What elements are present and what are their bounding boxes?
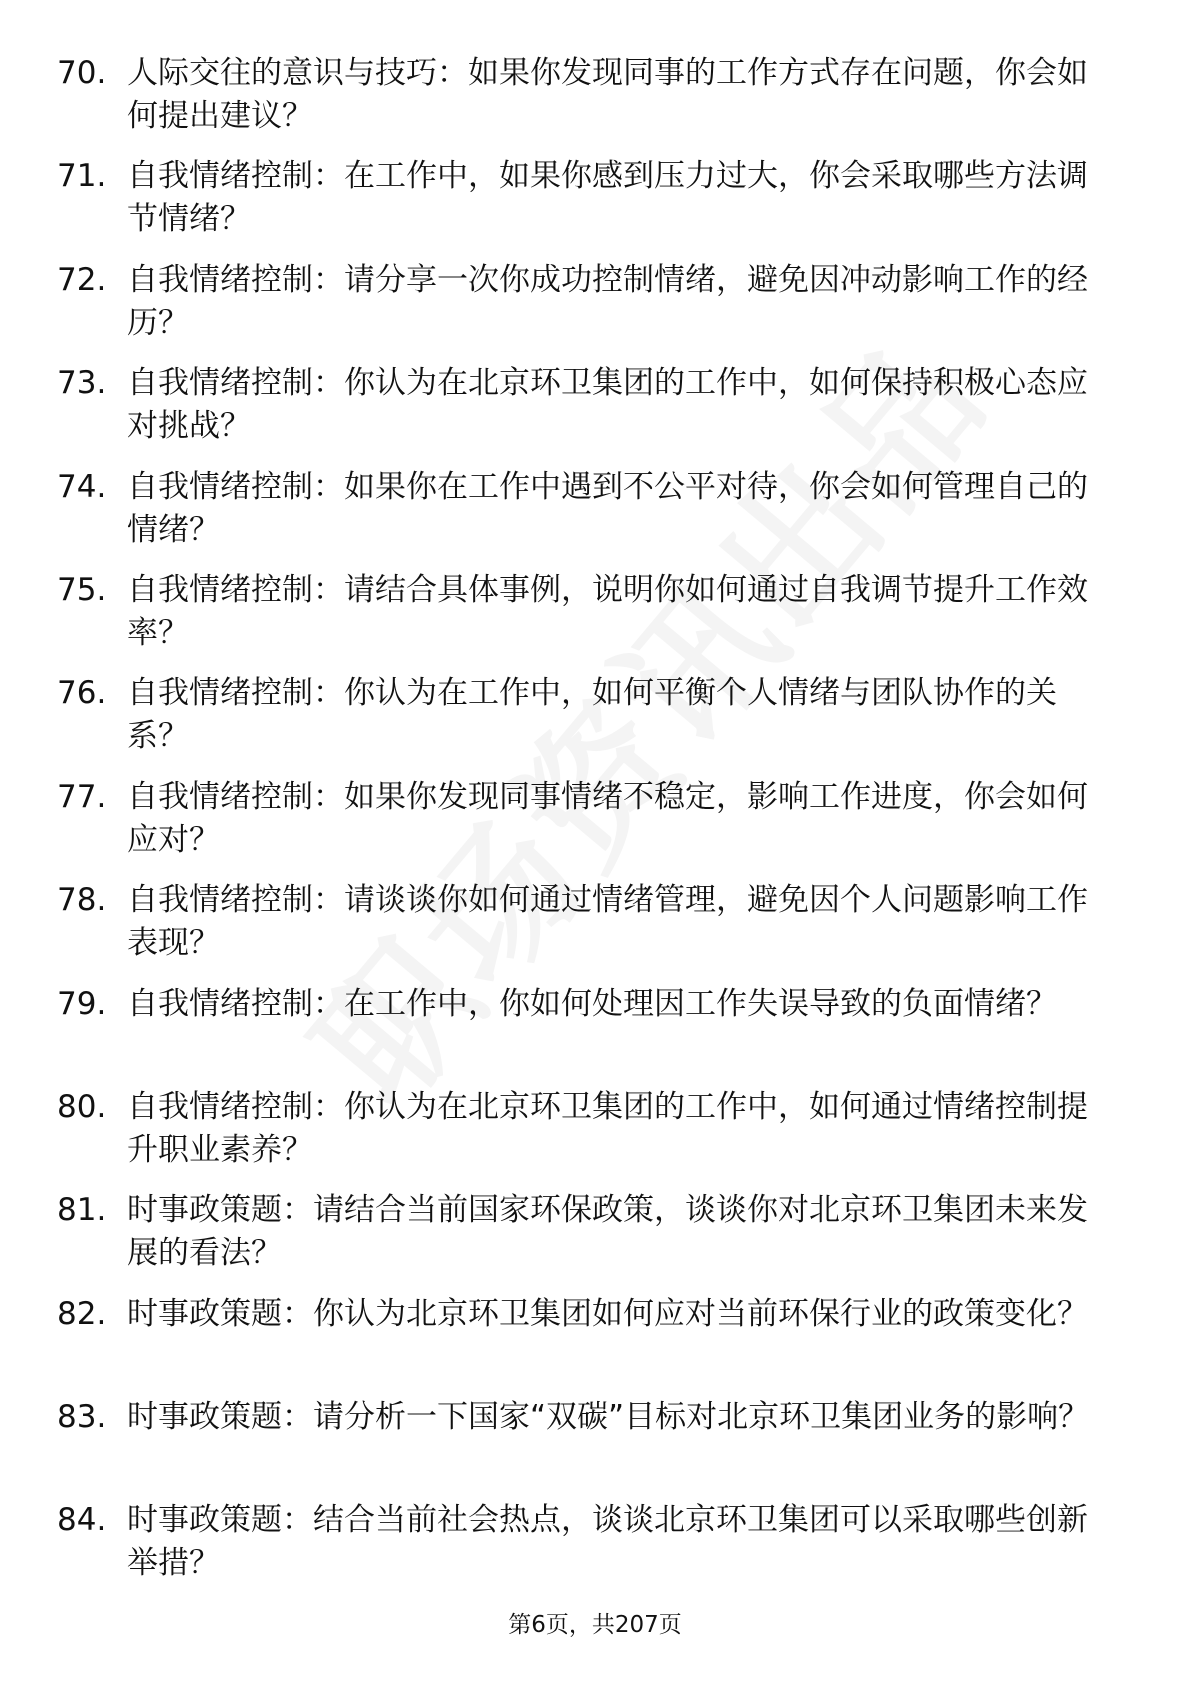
question-number: 71. <box>57 158 107 195</box>
question-text: 人际交往的意识与技巧：如果你发现同事的工作方式存在问题，你会如何提出建议？ <box>127 55 1088 134</box>
question-text: 自我情绪控制：在工作中，如果你感到压力过大，你会采取哪些方法调节情绪？ <box>127 158 1088 238</box>
question-item <box>57 1499 1117 1602</box>
question-text: 时事政策题：请分析一下国家“双碳”目标对北京环卫集团业务的影响？ <box>127 1399 1090 1436</box>
question-number: 82. <box>57 1295 107 1332</box>
question-item <box>57 672 1117 775</box>
question-item <box>57 879 1117 982</box>
question-number: 81. <box>57 1192 107 1229</box>
question-text: 时事政策题：你认为北京环卫集团如何应对当前环保行业的政策变化？ <box>127 1295 1088 1332</box>
page-footer: 第6页，共207页 <box>508 1612 682 1638</box>
question-text: 自我情绪控制：在工作中，你如何处理因工作失误导致的负面情绪？ <box>127 985 1057 1022</box>
question-text: 时事政策题：请结合当前国家环保政策，谈谈你对北京环卫集团未来发展的看法？ <box>127 1192 1088 1272</box>
question-number: 80. <box>57 1088 107 1125</box>
question-number: 83. <box>57 1399 107 1436</box>
question-number: 74. <box>57 468 107 505</box>
question-item <box>57 155 1117 258</box>
question-number: 73. <box>57 365 107 402</box>
question-text: 自我情绪控制：如果你在工作中遇到不公平对待，你会如何管理自己的情绪？ <box>127 468 1088 548</box>
question-text: 自我情绪控制：你认为在北京环卫集团的工作中，如何保持积极心态应对挑战？ <box>127 365 1088 445</box>
question-item <box>57 1293 1117 1396</box>
question-item <box>57 983 1117 1086</box>
question-text: 自我情绪控制：你认为在北京环卫集团的工作中，如何通过情绪控制提升职业素养？ <box>127 1088 1088 1168</box>
question-text: 自我情绪控制：请结合具体事例，说明你如何通过自我调节提升工作效率？ <box>127 571 1088 651</box>
question-number: 78. <box>57 882 107 919</box>
question-item <box>57 1086 1117 1189</box>
question-text: 自我情绪控制：你认为在工作中，如何平衡个人情绪与团队协作的关系？ <box>127 675 1057 755</box>
question-text: 自我情绪控制：请谈谈你如何通过情绪管理，避免因个人问题影响工作表现？ <box>127 882 1088 962</box>
question-text: 时事政策题：结合当前社会热点，谈谈北京环卫集团可以采取哪些创新举措？ <box>127 1502 1088 1582</box>
question-text: 自我情绪控制：如果你发现同事情绪不稳定，影响工作进度，你会如何应对？ <box>127 778 1088 858</box>
question-item <box>57 259 1117 362</box>
question-item <box>57 1396 1117 1499</box>
question-item <box>57 466 1117 569</box>
question-number: 84. <box>57 1502 107 1539</box>
question-number: 72. <box>57 261 107 298</box>
question-item <box>57 776 1117 879</box>
question-number: 79. <box>57 985 107 1022</box>
question-item <box>57 569 1117 672</box>
question-item <box>57 52 1117 155</box>
question-list <box>57 52 1117 1603</box>
question-item <box>57 1189 1117 1292</box>
question-item <box>57 362 1117 465</box>
question-number: 77. <box>57 778 107 815</box>
question-number: 76. <box>57 675 107 712</box>
question-number: 75. <box>57 571 107 608</box>
question-number: 70. <box>57 55 107 91</box>
question-text: 自我情绪控制：请分享一次你成功控制情绪，避免因冲动影响工作的经历？ <box>127 261 1088 341</box>
